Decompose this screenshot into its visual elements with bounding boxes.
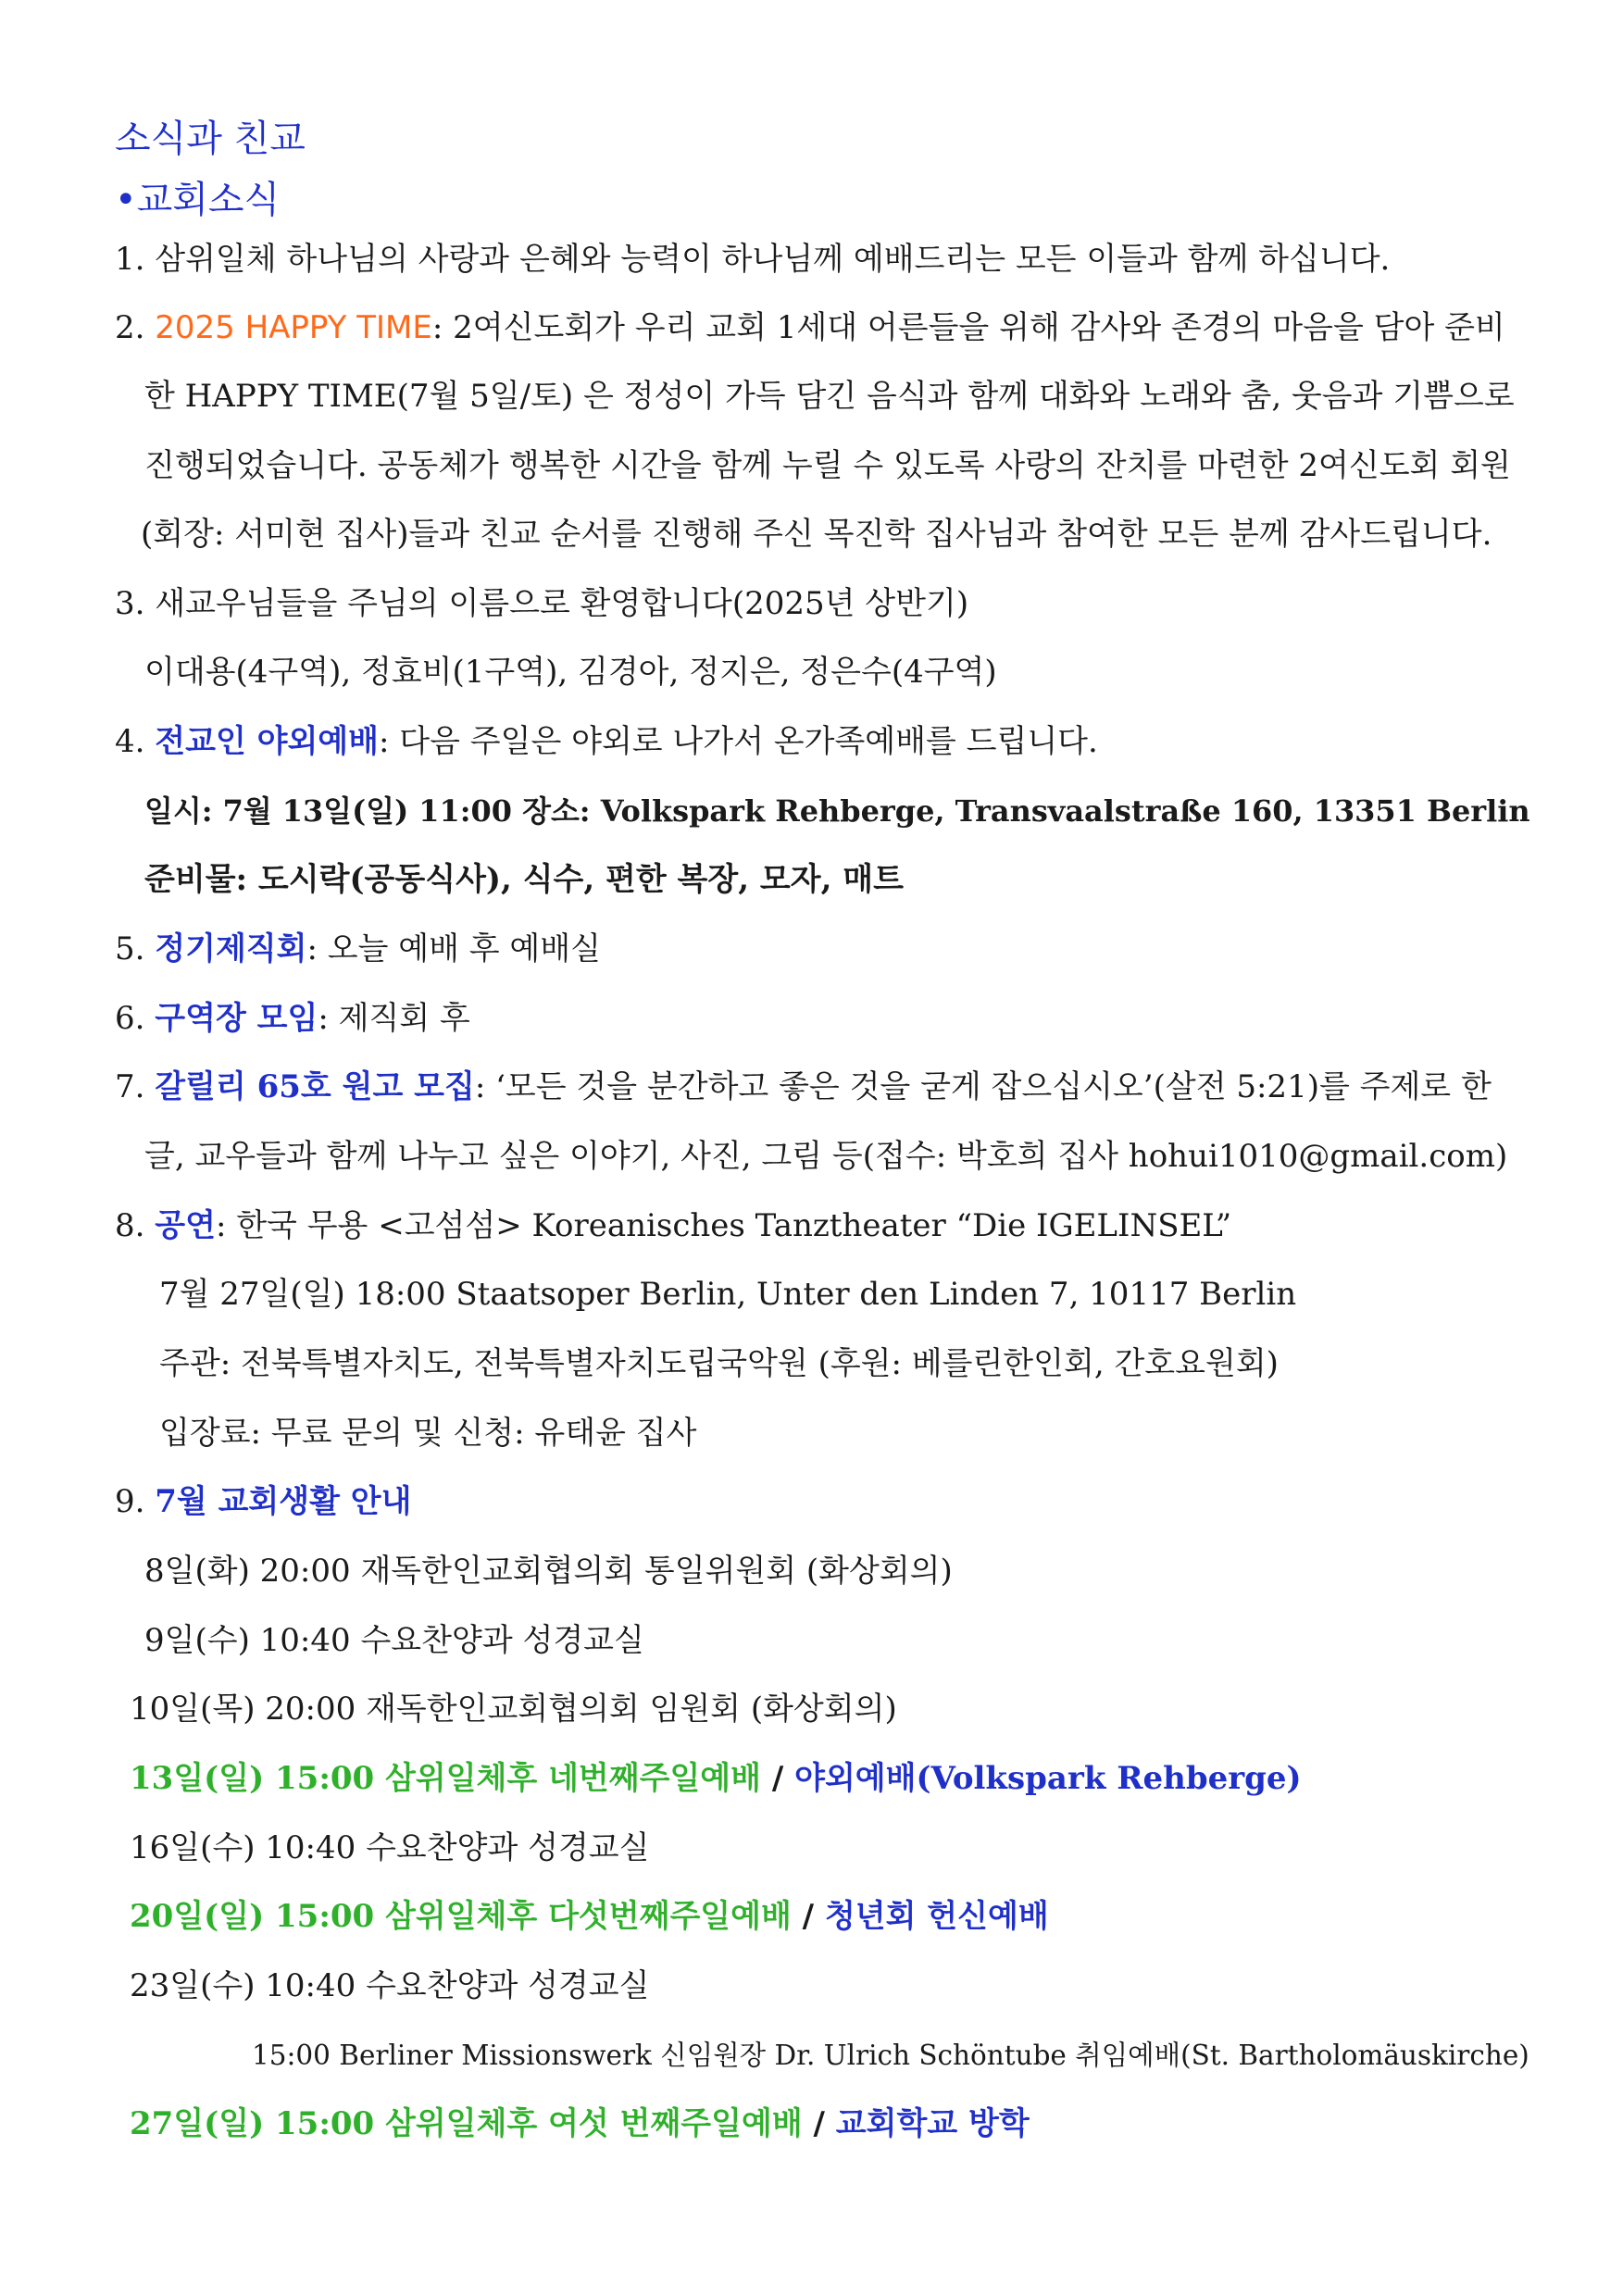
schedule-entry: 23일(수) 10:40 수요찬양과 성경교실 — [130, 1967, 650, 2004]
sunday-service: 13일(일) 15:00 삼위일체후 네번째주일예배 — [130, 1760, 761, 1797]
item-highlight: 7월 교회생활 안내 — [155, 1483, 412, 1520]
item-highlight: 공연 — [155, 1207, 216, 1244]
special-event: 청년회 헌신예배 — [824, 1898, 1049, 1935]
separator: / — [761, 1760, 795, 1797]
news-item-7-line-2: 글, 교우들과 함께 나누고 싶은 이야기, 사진, 그림 등(접수: 박호희 집사 hohui1010@gmail.com) — [144, 1138, 1508, 1175]
news-item-7-line-1 — [115, 1067, 1492, 1107]
news-item-3-line-1: 3. 새교우님들을 주님의 이름으로 환영합니다(2025년 상반기) — [115, 585, 969, 622]
item-highlight: 갈릴리 65호 원고 모집 — [155, 1068, 475, 1105]
news-item-2-line-2: 한 HAPPY TIME(7월 5일/토) 은 정성이 가득 담긴 음식과 함께 대화와 노래와 춤, 웃음과 기쁨으로 — [144, 378, 1515, 415]
performance-datetime-place: 7월 27일(일) 18:00 Staatsoper Berlin, Unter den Linden 7, 10117 Berlin — [159, 1276, 1297, 1313]
item-text: : 한국 무용 <고섬섬> Koreanisches Tanztheater “Die IGELINSEL” — [215, 1207, 1232, 1244]
performance-admission: 입장료: 무료 문의 및 신청: 유태윤 집사 — [159, 1415, 697, 1452]
item-number: 8. — [115, 1207, 156, 1244]
sunday-service: 20일(일) 15:00 삼위일체후 다섯번째주일예배 — [130, 1898, 792, 1935]
news-item-9-heading — [115, 1481, 412, 1522]
outdoor-service-supplies: 준비물: 도시락(공동식사), 식수, 편한 복장, 모자, 매트 — [144, 861, 904, 898]
item-number: 2. — [115, 309, 156, 346]
news-item-5 — [115, 929, 601, 969]
separator: / — [791, 1898, 825, 1935]
performance-organizer: 주관: 전북특별자치도, 전북특별자치도립국악원 (후원: 베를린한인회, 간호요원회) — [159, 1345, 1279, 1382]
item-number: 9. — [115, 1483, 156, 1520]
item-highlight: 구역장 모임 — [155, 1000, 318, 1037]
item-number: 6. — [115, 1000, 156, 1037]
news-item-6 — [115, 998, 470, 1039]
item-highlight: 정기제직회 — [155, 930, 307, 967]
news-item-4-line-1 — [115, 721, 1098, 762]
news-item-2-line-3: 진행되었습니다. 공동체가 행복한 시간을 함께 누릴 수 있도록 사랑의 잔치를 마련한 2여신도회 회원 — [144, 447, 1511, 484]
schedule-entry-sunday — [130, 1896, 1049, 1937]
subsection-title: •교회소식 — [115, 179, 281, 221]
special-event: 야외예배(Volkspark Rehberge) — [794, 1760, 1302, 1797]
item-highlight: 전교인 야외예배 — [155, 723, 379, 760]
schedule-entry: 8일(화) 20:00 재독한인교회협의회 통일위원회 (화상회의) — [144, 1553, 953, 1590]
news-item-8-line-1 — [115, 1205, 1231, 1246]
schedule-entry-sub: 15:00 Berliner Missionswerk 신임원장 Dr. Ulrich Schöntube 취임예배(St. Bartholomäuskirche) — [252, 2040, 1529, 2071]
news-item-2-line-1 — [115, 307, 1505, 348]
item-text: : ‘모든 것을 분간하고 좋은 것을 굳게 잡으십시오’(살전 5:21)를 주제로 한 — [474, 1068, 1492, 1105]
item-text: : 2여신도회가 우리 교회 1세대 어른들을 위해 감사와 존경의 마음을 담아 준비 — [431, 309, 1505, 346]
news-item-2-line-4: (회장: 서미현 집사)들과 친교 순서를 진행해 주신 목진학 집사님과 참여한 모든 분께 감사드립니다. — [141, 516, 1492, 553]
sunday-service: 27일(일) 15:00 삼위일체후 여섯 번째주일예배 — [130, 2105, 803, 2142]
section-title: 소식과 친교 — [115, 118, 306, 160]
schedule-entry: 16일(수) 10:40 수요찬양과 성경교실 — [130, 1829, 650, 1866]
schedule-entry: 10일(목) 20:00 재독한인교회협의회 임원회 (화상회의) — [130, 1691, 897, 1728]
item-number: 5. — [115, 930, 156, 967]
schedule-entry-sunday — [130, 1758, 1302, 1799]
separator: / — [802, 2105, 836, 2142]
news-item-1: 1. 삼위일체 하나님의 사랑과 은혜와 능력이 하나님께 예배드리는 모든 이들과 함께 하십니다. — [115, 241, 1391, 278]
special-event: 교회학교 방학 — [835, 2105, 1030, 2142]
outdoor-service-datetime-place: 일시: 7월 13일(일) 11:00 장소: Volkspark Rehberge, Transvaalstraße 160, 13351 Berlin — [144, 793, 1530, 829]
item-text: : 다음 주일은 야외로 나가서 온가족예배를 드립니다. — [379, 723, 1098, 760]
item-text: : 오늘 예배 후 예배실 — [306, 930, 601, 967]
schedule-entry: 9일(수) 10:40 수요찬양과 성경교실 — [144, 1622, 644, 1659]
news-item-3-line-2: 이대용(4구역), 정효비(1구역), 김경아, 정지은, 정은수(4구역) — [144, 654, 997, 691]
item-text: : 제직회 후 — [318, 1000, 470, 1037]
item-highlight: 2025 HAPPY TIME — [155, 309, 432, 346]
item-number: 4. — [115, 723, 156, 760]
item-number: 7. — [115, 1068, 156, 1105]
schedule-entry-sunday — [130, 2103, 1030, 2144]
